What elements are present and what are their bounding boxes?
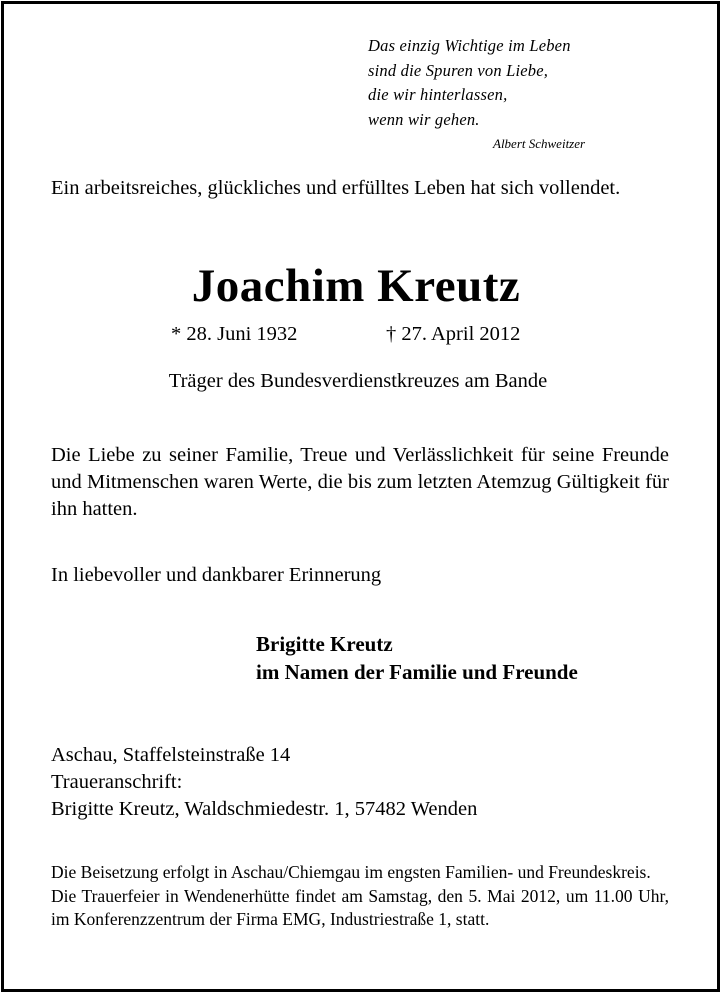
quote-line: Das einzig Wichtige im Leben bbox=[368, 36, 571, 55]
birth-date: * 28. Juni 1932 bbox=[171, 323, 298, 345]
address-block bbox=[51, 742, 477, 823]
honor-line: Träger des Bundesverdienstkreuzes am Bande bbox=[168, 370, 548, 392]
intro-text: Ein arbeitsreiches, glückliches und erfülltes Leben hat sich vollendet. bbox=[51, 177, 621, 199]
residence-address: Aschau, Staffelsteinstraße 14 bbox=[51, 744, 291, 766]
service-text: Die Trauerfeier in Wendenerhütte findet am Samstag, den 5. Mai 2012, um 11.00 Uhr, im Konferenzzentrum der Firma EMG, Industriestraße 1, statt. bbox=[51, 885, 669, 929]
quote-line: wenn wir gehen. bbox=[368, 109, 480, 129]
epigraph-quote bbox=[368, 34, 571, 132]
funeral-info bbox=[51, 861, 669, 932]
signer-on-behalf: im Namen der Familie und Freunde bbox=[256, 660, 578, 684]
mourning-address-label: Traueranschrift: bbox=[51, 771, 183, 793]
burial-text: Die Beisetzung erfolgt in Aschau/Chiemgau im engsten Familien- und Freundeskreis. bbox=[51, 862, 651, 882]
mourning-address: Brigitte Kreutz, Waldschmiedestr. 1, 57482 Wenden bbox=[51, 798, 478, 820]
deceased-name: Joachim Kreutz bbox=[191, 260, 521, 312]
tribute-text: Die Liebe zu seiner Familie, Treue und Verlässlichkeit für seine Freunde und Mitmenschen waren Werte, die bis zum letzten Atemzug Gültigkeit für ihn hatten. bbox=[51, 444, 669, 520]
quote-line: die wir hinterlassen, bbox=[368, 85, 508, 104]
quote-line: sind die Spuren von Liebe, bbox=[368, 60, 549, 80]
signer-name: Brigitte Kreutz bbox=[256, 632, 393, 656]
signer-block bbox=[256, 630, 578, 686]
quote-author: Albert Schweitzer bbox=[493, 136, 586, 151]
memory-line: In liebevoller und dankbarer Erinnerung bbox=[51, 564, 382, 586]
death-date: † 27. April 2012 bbox=[386, 323, 521, 345]
